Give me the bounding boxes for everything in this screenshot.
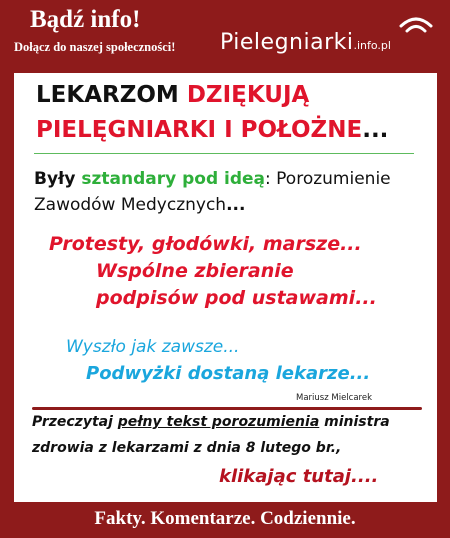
headline-word-lekarzom: LEKARZOM: [36, 82, 187, 108]
ideas-word-byly: Były: [34, 169, 82, 189]
banner-title: Bądź info!: [30, 6, 141, 33]
brand-name: Pielegniarki: [220, 30, 354, 55]
wifi-arc-icon: [398, 12, 434, 34]
read-minister: ministra: [319, 414, 390, 430]
brand-logo-text[interactable]: [220, 30, 391, 55]
author-signature: Mariusz Mielcarek: [296, 393, 373, 403]
headline-line1: [36, 82, 309, 108]
full-text-link[interactable]: pełny tekst porozumienia: [117, 414, 320, 430]
read-word: Przeczytaj: [32, 414, 118, 430]
protest-line3: podpisów pod ustawami...: [96, 287, 377, 309]
here-link[interactable]: tutaj: [302, 466, 352, 487]
ideas-line2: [34, 195, 245, 215]
footer-slogan: Fakty. Komentarze. Codziennie.: [94, 508, 356, 529]
banner-subtitle: Dołącz do naszej społeczności!: [14, 40, 176, 54]
read-line2: zdrowia z lekarzami z dnia 8 lutego br.,: [32, 440, 342, 456]
ideas-agreement: : Porozumienie: [265, 169, 391, 189]
ideas-professions: Zawodów Medycznych: [34, 195, 227, 215]
header-banner: [0, 0, 450, 72]
green-divider: [34, 153, 414, 154]
protest-line2: Wspólne zbieranie: [96, 260, 294, 282]
brand-suffix: .info.pl: [353, 39, 391, 52]
headline-word-dziekuja: DZIĘKUJĄ: [186, 82, 310, 108]
protest-line1: Protesty, głodówki, marsze...: [49, 233, 362, 255]
headline-line2: [36, 117, 388, 143]
content-panel: [14, 73, 437, 502]
headline-ellipsis: ...: [362, 117, 389, 143]
click-line: [219, 466, 378, 487]
red-divider: [32, 407, 422, 410]
click-word: klikając: [219, 466, 303, 487]
ideas-line1: [34, 169, 391, 189]
headline-nurses: PIELĘGNIARKI I POŁOŻNE: [36, 117, 363, 143]
ideas-banners: sztandary pod ideą: [81, 169, 266, 189]
outcome-line2: Podwyżki dostaną lekarze...: [86, 363, 371, 384]
read-line1: [32, 414, 390, 430]
ideas-ellipsis: ...: [226, 195, 246, 215]
outcome-line1: Wyszło jak zawsze...: [66, 337, 240, 357]
click-ellipsis: ....: [351, 466, 379, 487]
